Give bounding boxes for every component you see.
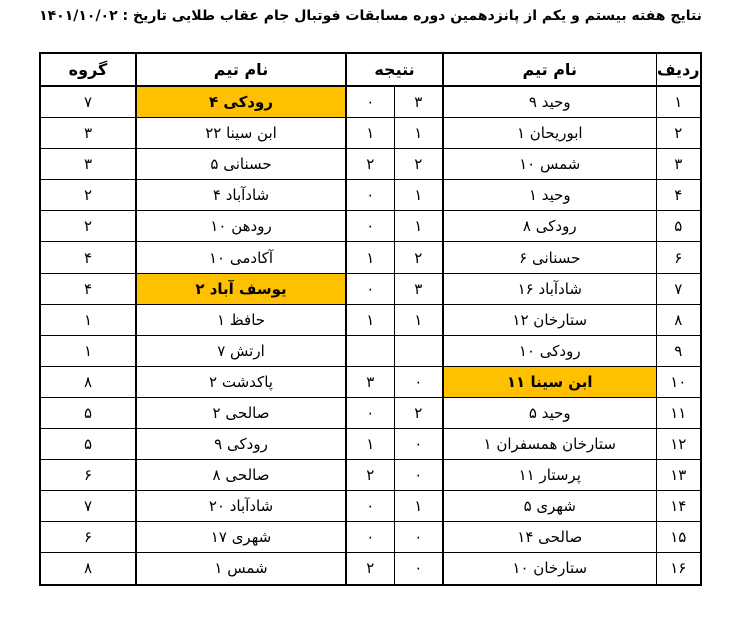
score1-cell: ۰ xyxy=(394,522,443,553)
header-team1: نام تیم xyxy=(443,53,656,86)
team2-cell: شادآباد ۲۰ xyxy=(136,491,346,522)
team2-cell: رودهن ۱۰ xyxy=(136,211,346,242)
page-title: نتایج هفته بیستم و یکم از پانزدهمین دوره مسابقات فوتبال جام عقاب طلایی تاریخ : ۱۴۰۱/۱۰/۰۲ xyxy=(39,8,702,24)
header-rank: ردیف xyxy=(656,53,701,86)
group-cell: ۷ xyxy=(40,491,136,522)
score1-cell: ۱ xyxy=(394,211,443,242)
table-row xyxy=(40,429,701,460)
group-cell: ۷ xyxy=(40,86,136,118)
score1-cell: ۳ xyxy=(394,86,443,118)
table-row xyxy=(40,242,701,273)
team1-cell: ستارخان ۱۲ xyxy=(443,304,656,335)
team2-cell: حافظ ۱ xyxy=(136,304,346,335)
score1-cell: ۳ xyxy=(394,273,443,304)
score2-cell: ۱ xyxy=(346,118,394,149)
table-row xyxy=(40,273,701,304)
team1-cell: رودکی ۸ xyxy=(443,211,656,242)
team2-cell: شهری ۱۷ xyxy=(136,522,346,553)
score2-cell: ۱ xyxy=(346,304,394,335)
rank-cell: ۶ xyxy=(656,242,701,273)
team1-cell: ابن سینا ۱۱ xyxy=(443,366,656,397)
group-cell: ۸ xyxy=(40,366,136,397)
score2-cell: ۲ xyxy=(346,460,394,491)
rank-cell: ۵ xyxy=(656,211,701,242)
team2-cell: حسنانی ۵ xyxy=(136,149,346,180)
group-cell: ۲ xyxy=(40,180,136,211)
score2-cell: ۰ xyxy=(346,273,394,304)
score1-cell: ۱ xyxy=(394,304,443,335)
score2-cell: ۲ xyxy=(346,553,394,585)
table-row xyxy=(40,522,701,553)
score2-cell: ۰ xyxy=(346,211,394,242)
table-row xyxy=(40,397,701,428)
team1-cell: وحید ۵ xyxy=(443,397,656,428)
group-cell: ۱ xyxy=(40,304,136,335)
header-group: گروه xyxy=(40,53,136,86)
rank-cell: ۱۴ xyxy=(656,491,701,522)
team1-cell: ستارخان ۱۰ xyxy=(443,553,656,585)
score2-cell: ۳ xyxy=(346,366,394,397)
group-cell: ۲ xyxy=(40,211,136,242)
team2-cell: آکادمی ۱۰ xyxy=(136,242,346,273)
table-row xyxy=(40,118,701,149)
rank-cell: ۱۲ xyxy=(656,429,701,460)
group-cell: ۸ xyxy=(40,553,136,585)
score1-cell: ۱ xyxy=(394,180,443,211)
score2-cell: ۰ xyxy=(346,491,394,522)
score1-cell: ۲ xyxy=(394,397,443,428)
table-row xyxy=(40,553,701,585)
table-row xyxy=(40,491,701,522)
group-cell: ۵ xyxy=(40,397,136,428)
table-row xyxy=(40,304,701,335)
team1-cell: پرستار ۱۱ xyxy=(443,460,656,491)
team1-cell: وحید ۹ xyxy=(443,86,656,118)
score2-cell: ۰ xyxy=(346,86,394,118)
rank-cell: ۱۱ xyxy=(656,397,701,428)
score1-cell: ۱ xyxy=(394,491,443,522)
team1-cell: وحید ۱ xyxy=(443,180,656,211)
rank-cell: ۴ xyxy=(656,180,701,211)
team1-cell: ستارخان همسفران ۱ xyxy=(443,429,656,460)
team2-cell: رودکی ۴ xyxy=(136,86,346,118)
header-result: نتیجه xyxy=(346,53,443,86)
score1-cell: ۱ xyxy=(394,118,443,149)
team1-cell: شهری ۵ xyxy=(443,491,656,522)
group-cell: ۶ xyxy=(40,460,136,491)
rank-cell: ۳ xyxy=(656,149,701,180)
group-cell: ۳ xyxy=(40,149,136,180)
group-cell: ۵ xyxy=(40,429,136,460)
table-row xyxy=(40,366,701,397)
team2-cell: صالحی ۲ xyxy=(136,397,346,428)
rank-cell: ۹ xyxy=(656,335,701,366)
score1-cell: ۰ xyxy=(394,429,443,460)
group-cell: ۴ xyxy=(40,273,136,304)
table-header-row xyxy=(40,53,701,86)
table-row xyxy=(40,149,701,180)
team1-cell: رودکی ۱۰ xyxy=(443,335,656,366)
rank-cell: ۸ xyxy=(656,304,701,335)
table-row xyxy=(40,460,701,491)
team2-cell: شادآباد ۴ xyxy=(136,180,346,211)
table-row xyxy=(40,180,701,211)
score2-cell xyxy=(346,335,394,366)
rank-cell: ۱۰ xyxy=(656,366,701,397)
rank-cell: ۱۳ xyxy=(656,460,701,491)
group-cell: ۴ xyxy=(40,242,136,273)
score2-cell: ۲ xyxy=(346,149,394,180)
team2-cell: رودکی ۹ xyxy=(136,429,346,460)
score1-cell: ۰ xyxy=(394,553,443,585)
rank-cell: ۷ xyxy=(656,273,701,304)
score1-cell: ۲ xyxy=(394,242,443,273)
score2-cell: ۰ xyxy=(346,180,394,211)
group-cell: ۱ xyxy=(40,335,136,366)
team1-cell: ابوریحان ۱ xyxy=(443,118,656,149)
team2-cell: صالحی ۸ xyxy=(136,460,346,491)
team2-cell: ارتش ۷ xyxy=(136,335,346,366)
score2-cell: ۰ xyxy=(346,397,394,428)
team1-cell: شمس ۱۰ xyxy=(443,149,656,180)
rank-cell: ۱۶ xyxy=(656,553,701,585)
team2-cell: یوسف آباد ۲ xyxy=(136,273,346,304)
score1-cell: ۰ xyxy=(394,366,443,397)
team2-cell: پاکدشت ۲ xyxy=(136,366,346,397)
table-row xyxy=(40,335,701,366)
score2-cell: ۱ xyxy=(346,242,394,273)
score1-cell: ۲ xyxy=(394,149,443,180)
rank-cell: ۱۵ xyxy=(656,522,701,553)
score2-cell: ۰ xyxy=(346,522,394,553)
group-cell: ۳ xyxy=(40,118,136,149)
group-cell: ۶ xyxy=(40,522,136,553)
rank-cell: ۱ xyxy=(656,86,701,118)
team1-cell: حسنانی ۶ xyxy=(443,242,656,273)
team2-cell: ابن سینا ۲۲ xyxy=(136,118,346,149)
team1-cell: صالحی ۱۴ xyxy=(443,522,656,553)
score1-cell xyxy=(394,335,443,366)
rank-cell: ۲ xyxy=(656,118,701,149)
score1-cell: ۰ xyxy=(394,460,443,491)
header-team2: نام تیم xyxy=(136,53,346,86)
team1-cell: شادآباد ۱۶ xyxy=(443,273,656,304)
score2-cell: ۱ xyxy=(346,429,394,460)
table-row xyxy=(40,211,701,242)
table-row xyxy=(40,86,701,118)
team2-cell: شمس ۱ xyxy=(136,553,346,585)
results-table xyxy=(39,52,702,586)
